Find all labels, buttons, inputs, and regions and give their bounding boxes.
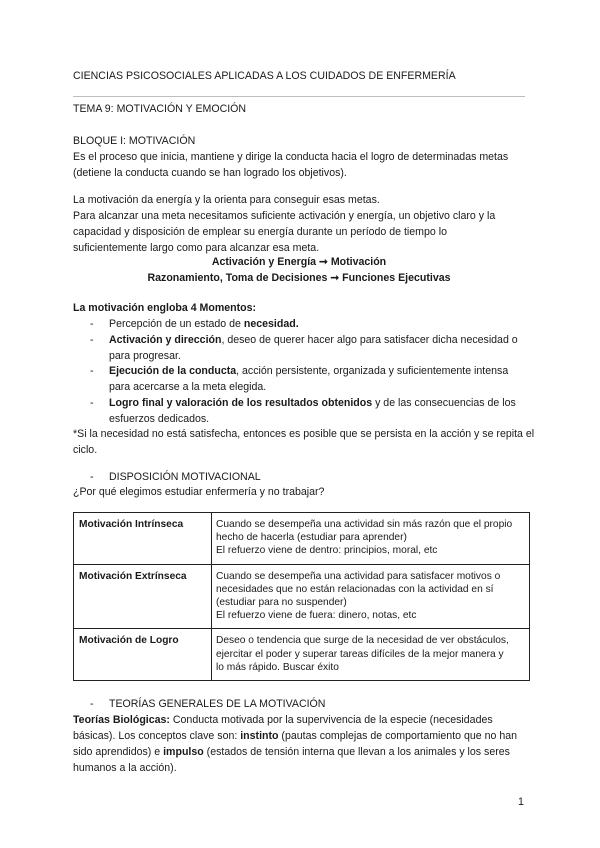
definition-line-2: (detiene la conducta cuando se han logrado los objetivos). xyxy=(73,167,347,179)
teorias-heading: TEORÍAS GENERALES DE LA MOTIVACIÓN xyxy=(109,698,326,710)
para-line-3: capacidad y disposición de emplear su energía durante un período de tiempo lo xyxy=(73,226,447,238)
list-dash: - xyxy=(90,334,94,346)
list-dash: - xyxy=(90,397,94,409)
para-line-4: suficientemente largo como para alcanzar esa meta. xyxy=(73,242,320,254)
moment-item-4-cont: esfuerzos dedicados. xyxy=(109,413,210,425)
row-label: Motivación de Logro xyxy=(74,629,212,681)
flow-line-2: Razonamiento, Toma de Decisiones ➞ Funciones Ejecutivas xyxy=(147,272,451,284)
block-heading: BLOQUE I: MOTIVACIÓN xyxy=(73,135,196,147)
moment-item-4: Logro final y valoración de los resultados obtenidos y de las consecuencias de los xyxy=(109,397,516,409)
moments-heading: La motivación engloba 4 Momentos: xyxy=(73,302,257,314)
table-row xyxy=(74,564,530,629)
table-row xyxy=(74,513,530,565)
disposicion-heading: DISPOSICIÓN MOTIVACIONAL xyxy=(109,471,261,483)
list-dash: - xyxy=(90,365,94,377)
moment-item-3: Ejecución de la conducta, acción persistente, organizada y suficientemente intensa xyxy=(109,365,509,377)
header-divider xyxy=(73,96,525,97)
row-description: Deseo o tendencia que surge de la necesidad de ver obstáculos, ejercitar el poder y superar tareas difíciles de la mejor manera y lo más rápido. Buscar éxito xyxy=(212,629,530,681)
teorias-line-3: sido aprendidos) e impulso (estados de tensión interna que llevan a los animales y los seres xyxy=(73,746,510,758)
para-line-1: La motivación da energía y la orienta para conseguir esas metas. xyxy=(73,194,380,206)
moment-item-3-cont: para acercarse a la meta elegida. xyxy=(109,381,267,393)
section-dash: - xyxy=(90,471,94,483)
page-number: 1 xyxy=(518,796,524,808)
course-title: CIENCIAS PSICOSOCIALES APLICADAS A LOS CUIDADOS DE ENFERMERÍA xyxy=(73,70,456,82)
row-label: Motivación Extrínseca xyxy=(74,564,212,629)
topic-title: TEMA 9: MOTIVACIÓN Y EMOCIÓN xyxy=(73,103,247,115)
row-description: Cuando se desempeña una actividad para satisfacer motivos o necesidades que no están relacionadas con la actividad en sí (estudiar para no suspender) El refuerzo viene de fuera: dinero, notas, etc xyxy=(212,564,530,629)
table-row xyxy=(74,629,530,681)
list-dash: - xyxy=(90,318,94,330)
definition-line-1: Es el proceso que inicia, mantiene y dirige la conducta hacia el logro de determinadas metas xyxy=(73,151,509,163)
section-dash: - xyxy=(90,698,94,710)
row-description: Cuando se desempeña una actividad sin más razón que el propio hecho de hacerla (estudiar para aprender) El refuerzo viene de dentro: principios, moral, etc xyxy=(212,513,530,565)
teorias-line-4: humanos a la acción). xyxy=(73,762,177,774)
motivation-types-table xyxy=(73,512,530,681)
moment-item-2: Activación y dirección, deseo de querer hacer algo para satisfacer dicha necesidad o xyxy=(109,334,518,346)
disposicion-question: ¿Por qué elegimos estudiar enfermería y no trabajar? xyxy=(73,486,325,498)
note-line-1: *Si la necesidad no está satisfecha, entonces es posible que se persista en la acción y se repita el xyxy=(73,428,535,440)
flow-line-1: Activación y Energía ➞ Motivación xyxy=(211,256,387,268)
moment-item-1: Percepción de un estado de necesidad. xyxy=(109,318,299,330)
teorias-line-2: básicas). Los conceptos clave son: instinto (pautas complejas de comportamiento que no han xyxy=(73,730,517,742)
para-line-2: Para alcanzar una meta necesitamos suficiente activación y energía, un objetivo claro y la xyxy=(73,210,496,222)
row-label: Motivación Intrínseca xyxy=(74,513,212,565)
moment-item-2-cont: para progresar. xyxy=(109,350,181,362)
note-line-2: ciclo. xyxy=(73,444,98,456)
teorias-line-1: Teorías Biológicas: Conducta motivada por la supervivencia de la especie (necesidades xyxy=(73,714,493,726)
